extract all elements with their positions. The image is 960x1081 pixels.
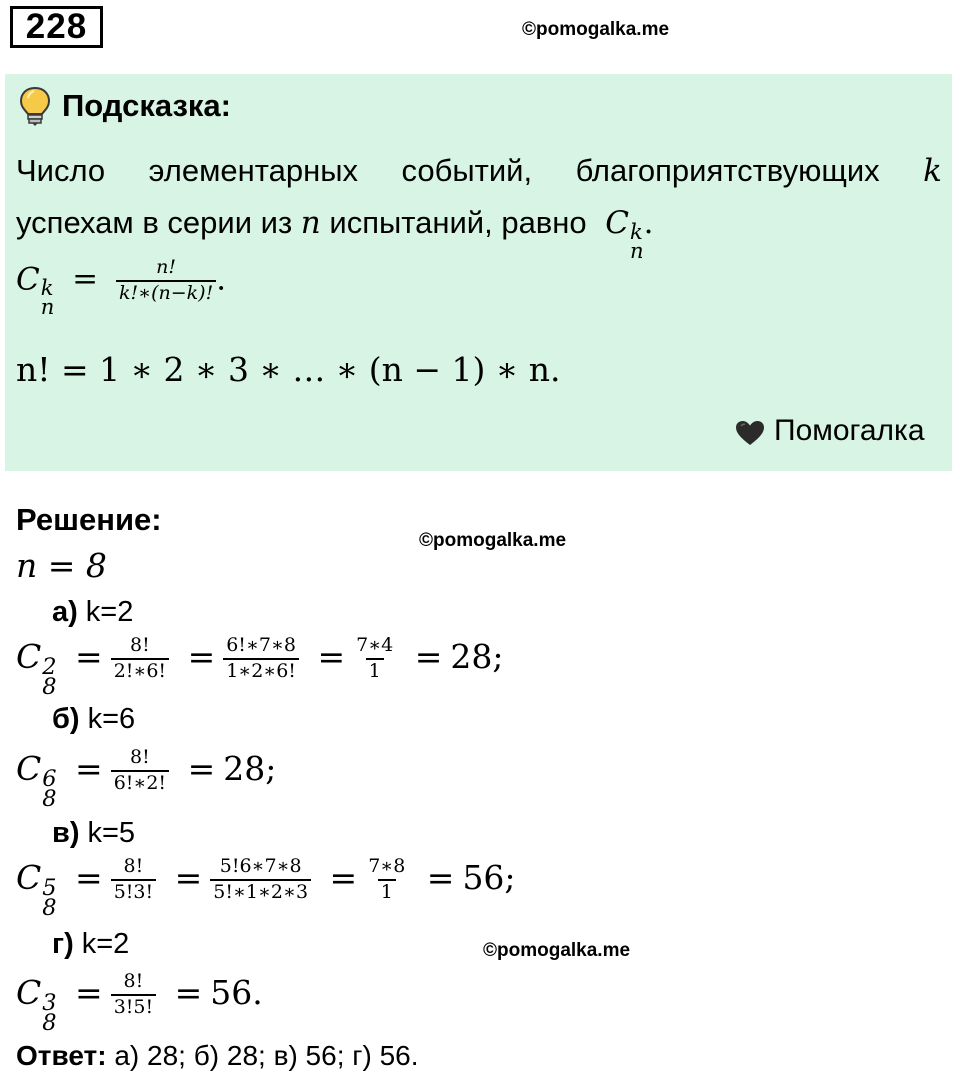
case-c-label: в) k=5 — [52, 817, 136, 849]
hint-text-line1 — [16, 153, 942, 189]
result: 28; — [223, 748, 277, 788]
case-d-equation: C 3 8 = $\frac{8!}{3!5!}$ = 56. — [16, 970, 263, 1037]
brand-label: Помогалка — [774, 414, 925, 447]
answer-label: Ответ: — [16, 1040, 107, 1071]
result: 56; — [462, 857, 516, 897]
task-number: 228 — [10, 6, 103, 48]
lightbulb-icon — [18, 86, 52, 126]
fraction: $\frac{8!}{2!∗6!}$ — [111, 636, 169, 682]
factorial-formula: n! = 1 ∗ 2 ∗ 3 ∗ … ∗ (n − 1) ∗ n. — [16, 350, 561, 389]
solution-title: Решение: — [16, 502, 162, 537]
watermark-top: ©pomogalka.me — [522, 19, 670, 40]
hint-word: Число — [16, 153, 106, 188]
binomial-formula: C k n = $\frac{n!}{k!∗(n-k)!}$ . — [16, 256, 227, 320]
case-c-equation: C 5 8 = $\frac{8!}{5!3!}$ = $\frac{5!6∗7∗8}{5!∗1∗2∗3}$ = $\frac{7∗8}{1}$ = 56; — [16, 855, 516, 922]
case-b-equation: C 6 8 = $\frac{8!}{6!∗2!}$ = 28; — [16, 746, 277, 813]
hint-text: успехам в серии из — [16, 205, 293, 240]
hint-text: испытаний, равно — [329, 205, 587, 240]
fraction: $\frac{8!}{6!∗2!}$ — [111, 748, 169, 794]
hint-cnk: C k n . — [605, 205, 654, 263]
case-a-equation: C 2 8 = $\frac{8!}{2!∗6!}$ = $\frac{6!∗7∗8}{1∗2∗6!}$ = $\frac{7∗4}{1}$ = 28; — [16, 634, 504, 701]
hint-word: элементарных — [148, 153, 359, 188]
result: 28; — [450, 636, 504, 676]
hint-var-n: n — [300, 205, 321, 241]
fraction: $\frac{7∗8}{1}$ — [368, 855, 406, 903]
answer-line — [16, 1040, 419, 1072]
n-equals: n = 8 — [16, 546, 107, 585]
heart-icon — [735, 420, 765, 446]
case-b-label: б) k=6 — [52, 703, 136, 735]
hint-word: событий, — [401, 153, 533, 188]
fraction: $\frac{7∗4}{1}$ — [356, 634, 394, 682]
result: 56. — [210, 972, 263, 1012]
hint-text-line2 — [16, 205, 653, 261]
case-a-label: а) k=2 — [52, 596, 134, 628]
fraction: $\frac{8!}{3!5!}$ — [111, 972, 156, 1018]
answer-text: а) 28; б) 28; в) 56; г) 56. — [114, 1040, 419, 1071]
hint-title: Подсказка: — [62, 88, 231, 123]
watermark-bottom: ©pomogalka.me — [483, 940, 631, 961]
hint-word: благоприятствующих — [575, 153, 880, 188]
fraction: $\frac{8!}{5!3!}$ — [111, 857, 156, 903]
fraction: $\frac{6!∗7∗8}{1∗2∗6!}$ — [223, 636, 299, 682]
fraction: $\frac{5!6∗7∗8}{5!∗1∗2∗3}$ — [210, 857, 311, 903]
watermark-middle: ©pomogalka.me — [419, 530, 567, 551]
case-d-label: г) k=2 — [52, 928, 130, 960]
hint-var-k: k — [923, 153, 942, 189]
formula-fraction: $\frac{n!}{k!∗(n-k)!}$ — [116, 258, 216, 304]
